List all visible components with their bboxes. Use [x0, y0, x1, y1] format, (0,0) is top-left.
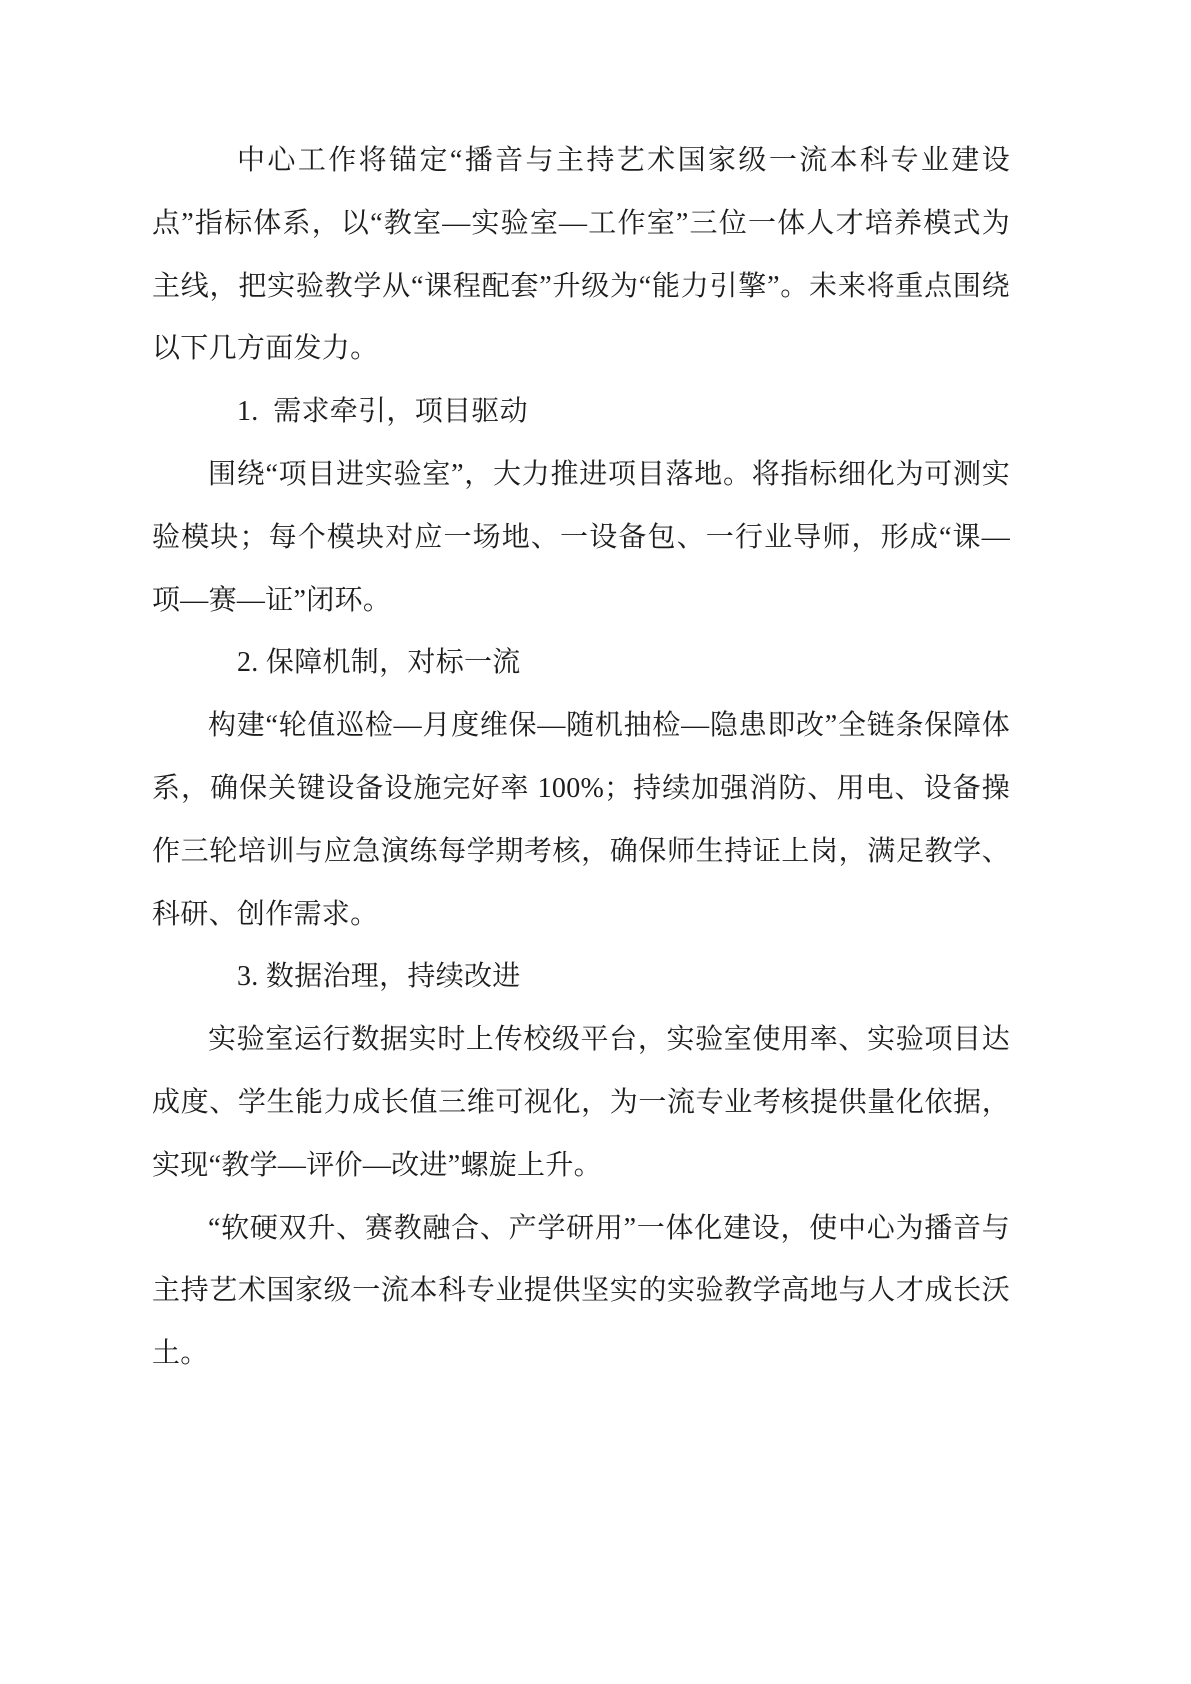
- section-3-paragraph: 实验室运行数据实时上传校级平台，实验室使用率、实验项目达成度、学生能力成长值三维可视化，为一流专业考核提供量化依据，实现“教学—评价—改进”螺旋上升。: [152, 1024, 1010, 1181]
- section-heading-1: 1. 需求牵引，项目驱动: [237, 396, 528, 428]
- section-heading-2: 2. 保障机制，对标一流: [237, 647, 521, 679]
- section-2-paragraph: 构建“轮值巡检—月度维保—随机抽检—隐患即改”全链条保障体系，确保关键设备设施完好率 100%；持续加强消防、用电、设备操作三轮培训与应急演练每学期考核，确保师生持证上岗，满足教学、科研、创作需求。: [152, 710, 1010, 930]
- intro-paragraph: 中心工作将锚定“播音与主持艺术国家级一流本科专业建设点”指标体系，以“教室—实验室—工作室”三位一体人才培养模式为主线，把实验教学从“课程配套”升级为“能力引擎”。未来将重点围绕以下几方面发力。: [152, 145, 1010, 365]
- section-heading-3: 3. 数据治理，持续改进: [237, 961, 521, 993]
- section-1-paragraph: 围绕“项目进实验室”，大力推进项目落地。将指标细化为可测实验模块；每个模块对应一场地、一设备包、一行业导师，形成“课—项—赛—证”闭环。: [152, 458, 1010, 616]
- closing-paragraph: “软硬双升、赛教融合、产学研用”一体化建设，使中心为播音与主持艺术国家级一流本科专业提供坚实的实验教学高地与人才成长沃土。: [152, 1212, 1010, 1370]
- document-body: [152, 130, 1010, 1386]
